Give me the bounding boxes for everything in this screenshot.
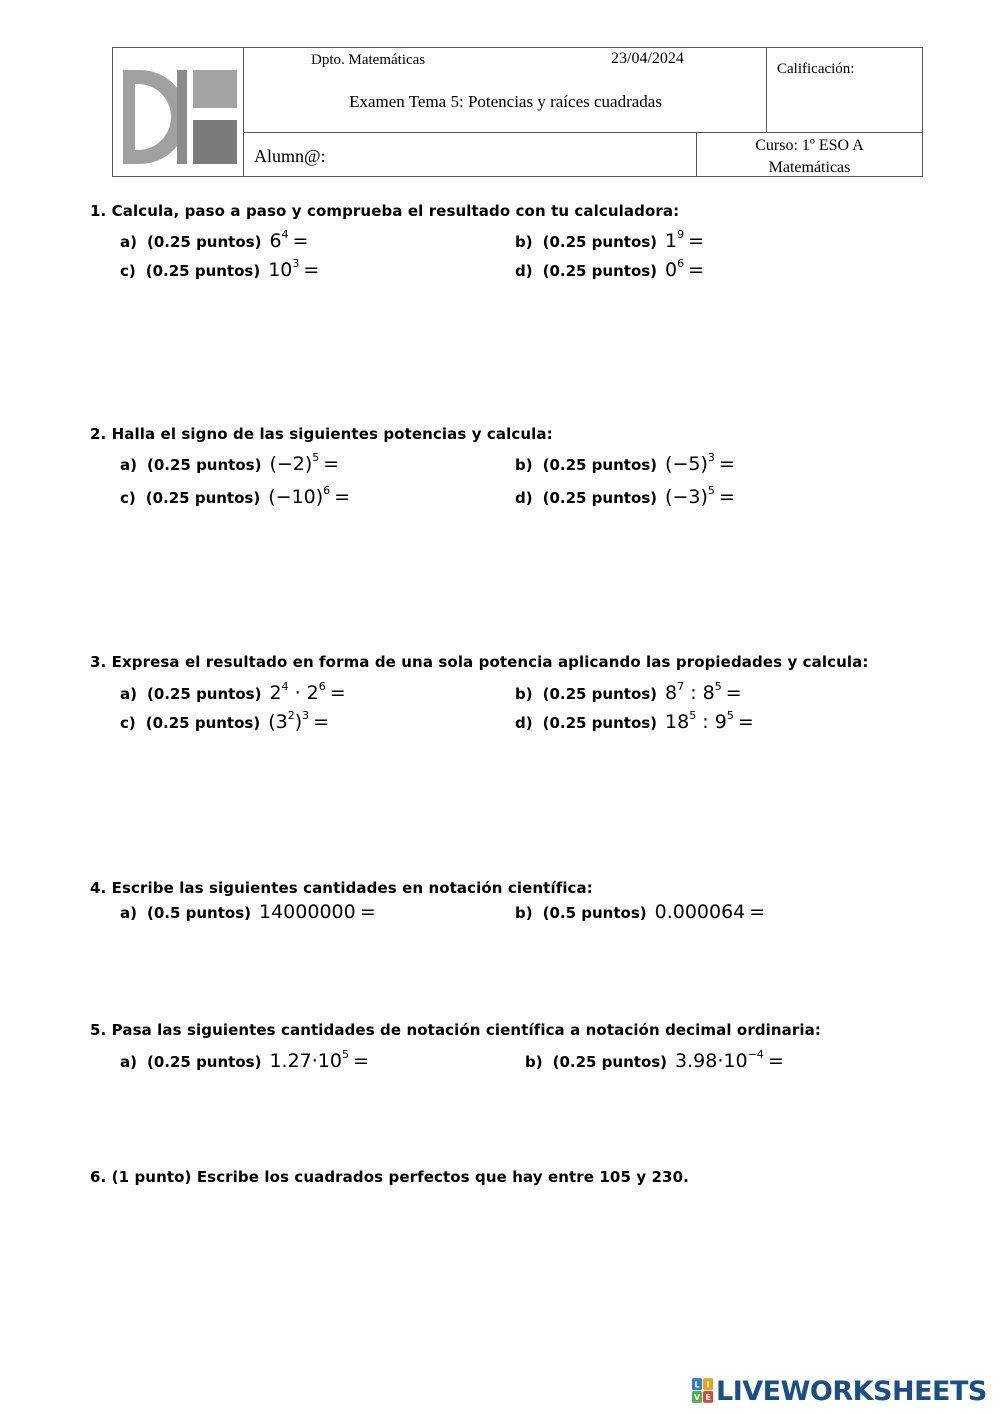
- question-2-title: 2. Halla el signo de las siguientes potencias y calcula:: [90, 425, 553, 443]
- logo-letter: E: [705, 1392, 711, 1403]
- math-expression: $(-5)^3$ =: [665, 451, 735, 475]
- math-expression: $2^4 \cdot 2^6$ =: [269, 680, 346, 704]
- question-4-title: 4. Escribe las siguientes cantidades en notación científica:: [90, 879, 593, 897]
- liveworksheets-logo-icon: [692, 1377, 714, 1405]
- liveworksheets-watermark: [692, 1374, 987, 1408]
- course-cell: [697, 133, 922, 176]
- course-label: Curso: 1º ESO A: [755, 137, 864, 154]
- question-4-item-b: b) (0.5 puntos) 0.000064 =: [515, 901, 766, 923]
- question-6-title: 6. (1 punto) Escribe los cuadrados perfectos que hay entre 105 y 230.: [90, 1168, 689, 1186]
- question-5-item-b: b) (0.25 puntos) $3.98\cdot 10^{-4}$ =: [525, 1048, 784, 1072]
- question-2-item-d: d) (0.25 puntos) $(-3)^5$ =: [515, 484, 735, 508]
- logo-letter: L: [694, 1379, 700, 1390]
- math-expression: $1.27\cdot 10^5$ =: [269, 1048, 369, 1072]
- math-expression: 14000000 =: [259, 901, 376, 923]
- math-expression: $(-3)^5$ =: [665, 484, 735, 508]
- math-expression: $18^5$ : $9^5$ =: [665, 709, 754, 733]
- header-info-cell: [244, 48, 767, 133]
- grade-cell[interactable]: [767, 48, 922, 133]
- question-5-item-a: a) (0.25 puntos) $1.27\cdot 10^5$ =: [120, 1048, 369, 1072]
- math-expression: $10^3$ =: [268, 257, 320, 281]
- logo-letter: I: [706, 1379, 710, 1390]
- question-1-item-c: c) (0.25 puntos) $10^3$ =: [120, 257, 320, 281]
- question-4-item-a: a) (0.5 puntos) 14000000 =: [120, 901, 376, 923]
- question-2-item-a: a) (0.25 puntos) $(-2)^5$ =: [120, 451, 340, 475]
- math-expression: $0^6$ =: [665, 257, 705, 281]
- question-5-title: 5. Pasa las siguientes cantidades de notación científica a notación decimal ordinaria:: [90, 1021, 821, 1039]
- exam-title: Examen Tema 5: Potencias y raíces cuadradas: [349, 92, 662, 111]
- grade-label: Calificación:: [777, 61, 855, 77]
- watermark-text: LIVEWORKSHEETS: [716, 1375, 987, 1407]
- question-2-item-b: b) (0.25 puntos) $(-5)^3$ =: [515, 451, 735, 475]
- exam-date: 23/04/2024: [611, 50, 684, 67]
- department-name: Dpto. Matemáticas: [311, 52, 426, 68]
- question-1-title: 1. Calcula, paso a paso y comprueba el resultado con tu calculadora:: [90, 202, 680, 220]
- subject-label: Matemáticas: [768, 159, 851, 176]
- math-expression: $(3^2)^3$ =: [268, 709, 330, 733]
- math-expression: $1^9$ =: [665, 228, 705, 252]
- math-expression: $8^7$ : $8^5$ =: [665, 680, 742, 704]
- math-expression: $(-2)^5$ =: [269, 451, 340, 475]
- department-logo: [113, 48, 244, 176]
- question-1-item-a: a) (0.25 puntos) $6^4$ =: [120, 228, 309, 252]
- question-2-item-c: c) (0.25 puntos) $(-10)^6$ =: [120, 484, 351, 508]
- math-expression: 0.000064 =: [654, 901, 766, 923]
- logo-letter: V: [693, 1392, 701, 1403]
- math-expression: $(-10)^6$ =: [268, 484, 351, 508]
- math-expression: $6^4$ =: [269, 228, 309, 252]
- question-1-item-b: b) (0.25 puntos) $1^9$ =: [515, 228, 705, 252]
- student-name-cell[interactable]: [244, 133, 697, 176]
- logo-square-top: [193, 70, 237, 108]
- question-3-item-a: a) (0.25 puntos) $2^4 \cdot 2^6$ =: [120, 680, 346, 704]
- logo-square-bottom: [193, 120, 237, 164]
- student-label: Alumn@:: [254, 146, 326, 166]
- question-1-item-d: d) (0.25 puntos) $0^6$ =: [515, 257, 705, 281]
- math-expression: $3.98\cdot 10^{-4}$ =: [675, 1048, 784, 1072]
- question-3-title: 3. Expresa el resultado en forma de una sola potencia aplicando las propiedades y calcula:: [90, 653, 869, 671]
- question-3-item-b: b) (0.25 puntos) $8^7$ : $8^5$ =: [515, 680, 742, 704]
- exam-header-table: [112, 47, 923, 177]
- question-3-item-d: d) (0.25 puntos) $18^5$ : $9^5$ =: [515, 709, 754, 733]
- question-3-item-c: c) (0.25 puntos) $(3^2)^3$ =: [120, 709, 330, 733]
